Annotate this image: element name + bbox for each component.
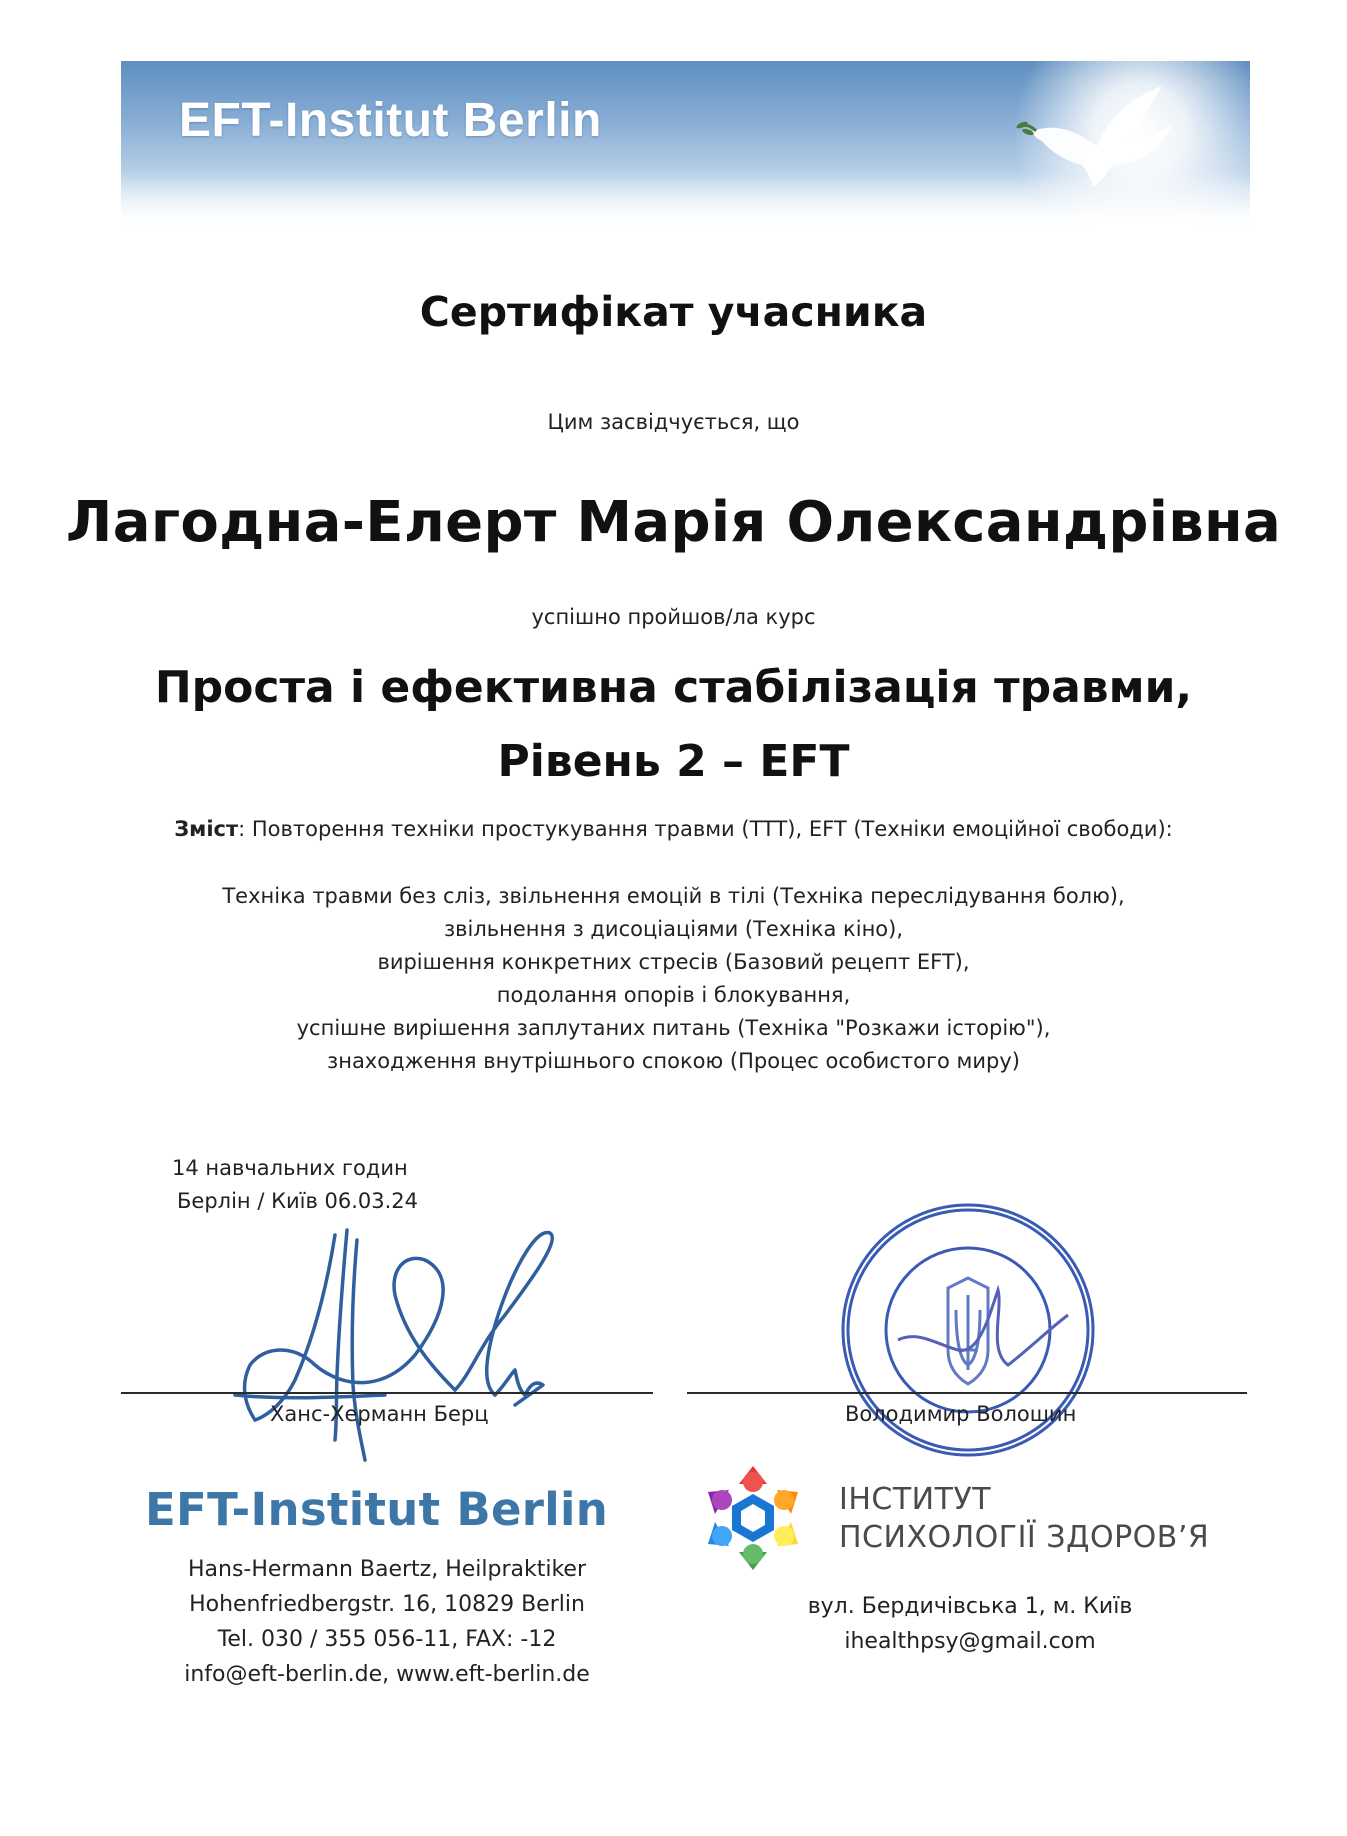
header-banner [121, 61, 1250, 228]
place-date: Берлін / Київ 06.03.24 [177, 1189, 419, 1213]
passed-text: успішно пройшов/ла курс [531, 605, 816, 629]
topic-item: звільнення з дисоціаціями (Техніка кіно), [443, 917, 904, 941]
topics-list [0, 880, 1347, 1078]
health-institute-logo-text [839, 1481, 1209, 1557]
signature-line-left [121, 1392, 653, 1394]
dove-icon [1012, 81, 1182, 191]
signer-name-right: Володимир Волошин [845, 1402, 1077, 1426]
eft-contact-line: info@eft-berlin.de, www.eft-berlin.de [184, 1662, 590, 1687]
certificate-title: Сертифікат учасника [419, 288, 928, 336]
certify-text: Цим засвідчується, що [547, 410, 800, 434]
topic-item: подолання опорів і блокування, [496, 983, 851, 1007]
content-line [0, 817, 1347, 841]
health-institute-address: вул. Бердичівська 1, м. Київ [807, 1594, 1133, 1619]
health-institute-email: ihealthpsy@gmail.com [844, 1629, 1096, 1654]
eft-contact-block [121, 1552, 653, 1692]
content-label: Зміст [174, 817, 239, 841]
topic-item: вирішення конкретних стресів (Базовий рецепт EFT), [377, 950, 970, 974]
content-text: : Повторення техніки простукування травми (TTT), EFT (Техніки емоційної свободи): [238, 817, 1173, 841]
topic-item: успішне вирішення заплутаних питань (Техніка "Розкажи історію"), [296, 1016, 1051, 1040]
health-institute-name-line1: ІНСТИТУТ [839, 1482, 992, 1517]
health-institute-contact [700, 1589, 1240, 1659]
health-institute-logo-icon [695, 1460, 811, 1576]
topic-item: Техніка травми без сліз, звільнення емоцій в тілі (Техніка переслідування болю), [222, 884, 1125, 908]
banner-title: EFT-Institut Berlin [179, 94, 602, 147]
course-title-line1: Проста і ефективна стабілізація травми, [154, 662, 1193, 713]
eft-contact-line: Hans-Hermann Baertz, Heilpraktiker [187, 1557, 587, 1582]
topic-item: знаходження внутрішнього спокою (Процес особистого миру) [327, 1049, 1020, 1073]
eft-contact-line: Hohenfriedbergstr. 16, 10829 Berlin [189, 1592, 585, 1617]
training-hours: 14 навчальних годин [172, 1156, 408, 1180]
eft-contact-line: Tel. 030 / 355 056-11, FAX: -12 [217, 1627, 557, 1652]
course-title-line2: Рівень 2 – EFT [497, 736, 850, 787]
signature-image-left [215, 1215, 595, 1475]
eft-logo-text: EFT-Institut Berlin [145, 1483, 609, 1536]
signature-line-right [687, 1392, 1247, 1394]
signer-name-left: Ханс-Херманн Берц [270, 1402, 489, 1426]
participant-name: Лагодна-Елерт Марія Олександрівна [65, 490, 1282, 555]
health-institute-name-line2: ПСИХОЛОГІЇ ЗДОРОВ’Я [839, 1520, 1210, 1555]
hours-block [172, 1152, 418, 1218]
